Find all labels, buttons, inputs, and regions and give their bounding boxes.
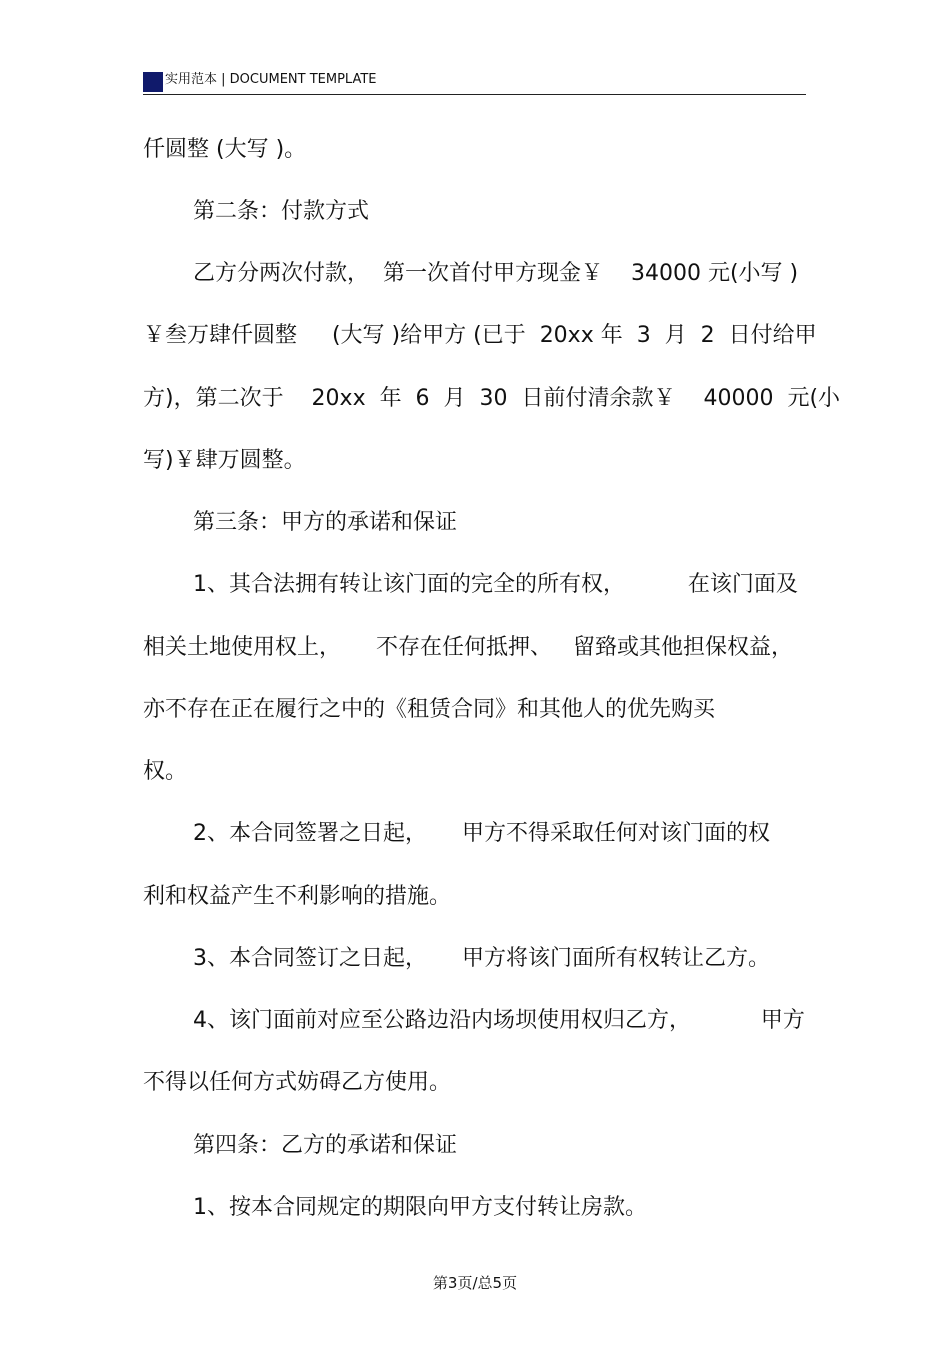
text-line: ￥叁万肆仟圆整 (大写 )给甲方 (已于 20xx 年 3 月 2 日付给甲 [143,323,817,348]
text-line: 不得以任何方式妨碍乙方使用。 [143,1070,452,1095]
text-line: 3、本合同签订之日起， 甲方将该门面所有权转让乙方。 [193,946,770,971]
text-line: 仟圆整 (大写 )。 [143,137,307,162]
page-indicator: 第3页/总5页 [432,1274,518,1292]
text-line: 相关土地使用权上， 不存在任何抵押、 留臵或其他担保权益， [143,635,793,660]
text-line: 亦不存在正在履行之中的《租赁合同》和其他人的优先购买 [143,697,716,722]
text-line: 利和权益产生不利影响的措施。 [143,884,452,909]
text-line: 方)，第二次于 20xx 年 6 月 30 日前付清余款￥ 40000 元(小 [143,386,841,411]
text-line: 写)￥肆万圆整。 [143,448,306,473]
text-line: 1、按本合同规定的期限向甲方支付转让房款。 [193,1195,647,1220]
document-logo-icon [143,72,163,92]
header-label: 实用范本 | DOCUMENT TEMPLATE [165,72,377,87]
text-line: 2、本合同签署之日起， 甲方不得采取任何对该门面的权 [193,821,770,846]
section-heading: 第四条：乙方的承诺和保证 [193,1133,458,1158]
text-line: 4、该门面前对应至公路边沿内场坝使用权归乙方， 甲方 [193,1008,805,1033]
section-heading: 第二条：付款方式 [193,199,370,224]
text-line: 1、其合法拥有转让该门面的完全的所有权， 在该门面及 [193,572,798,597]
text-line: 权。 [143,759,188,784]
text-line: 乙方分两次付款， 第一次首付甲方现金￥ 34000 元(小写 ) [193,261,799,286]
page-header [143,68,806,95]
section-heading: 第三条：甲方的承诺和保证 [193,510,458,535]
